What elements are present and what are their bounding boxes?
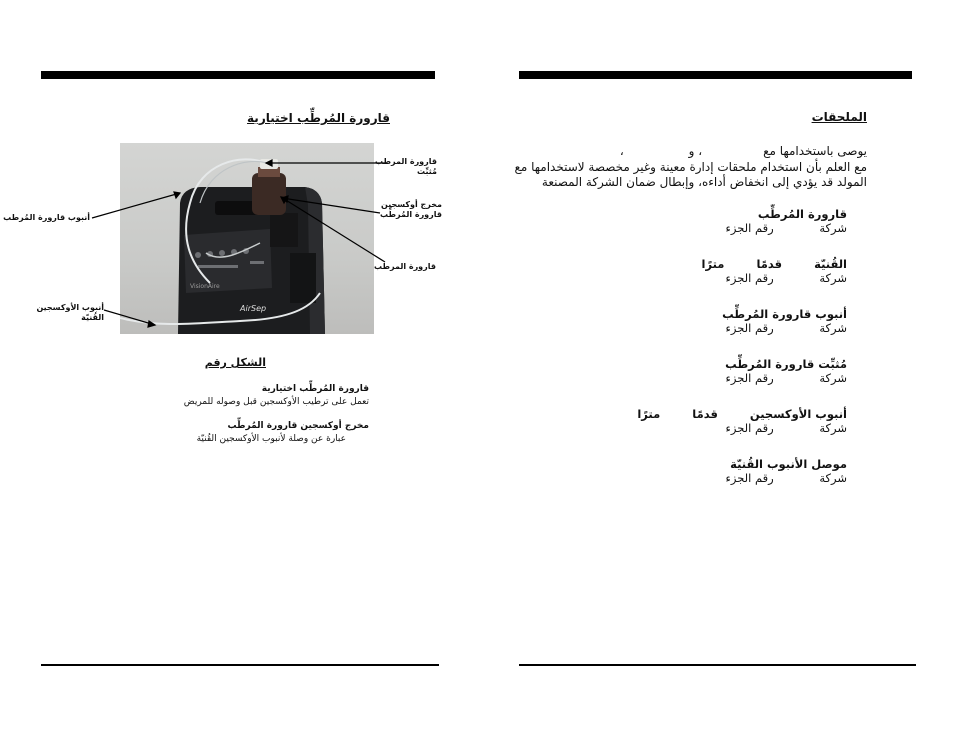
accessories-para-line-1: يوصى باستخدامها مع ، و ، [619, 144, 867, 158]
accessories-para-line-3: المولد قد يؤدي إلى انخفاض أداءه، وإبطال ضمان الشركة المصنعة [541, 175, 867, 189]
desc-1-title: قارورة المُرطِّب اختيارية [261, 384, 369, 394]
accessory-title: أنبوب الأوكسجين قدمًا مترًا [637, 407, 847, 421]
accessory-item [587, 307, 847, 335]
part-number-label: رقم الجزء [725, 471, 774, 485]
accessory-item [587, 207, 847, 235]
part-number-label: رقم الجزء [725, 421, 774, 435]
company-label: شركة [819, 221, 847, 235]
svg-text:VisionAire: VisionAire [190, 283, 220, 290]
accessory-item [587, 257, 847, 285]
desc-1-text: تعمل على ترطيب الأوكسجين قبل وصوله للمريض [183, 397, 369, 407]
label-oxygen-outlet: مخرج أوكسجين قارورة المُرطِّب [379, 200, 442, 219]
desc-2-title: مخرج أوكسجين قارورة المُرطِّب [227, 421, 369, 431]
label-humidifier-bottle: قارورة المرطب [373, 262, 436, 271]
part-number-label: رقم الجزء [725, 371, 774, 385]
accessory-meta [587, 471, 847, 485]
accessory-meta [587, 321, 847, 335]
svg-text:AirSep: AirSep [240, 304, 267, 313]
company-label: شركة [819, 371, 847, 385]
figure-caption: الشكل رقم [204, 356, 266, 369]
part-number-label: رقم الجزء [725, 271, 774, 285]
accessory-item [587, 357, 847, 385]
accessory-meta [587, 421, 847, 435]
part-number-label: رقم الجزء [725, 321, 774, 335]
accessory-meta [587, 221, 847, 235]
accessory-item [587, 407, 847, 435]
accessory-title: أنبوب قارورة المُرطِّب [722, 307, 847, 321]
accessory-item [587, 457, 847, 485]
label-humidifier-tube: أنبوب قارورة المُرطب [3, 213, 90, 222]
label-cannula-oxygen-tube: أنبوب الأوكسجين القُنيّة [36, 303, 104, 322]
accessory-title: قارورة المُرطِّب [757, 207, 847, 221]
company-label: شركة [819, 471, 847, 485]
desc-2-text: عبارة عن وصلة لأنبوب الأوكسجين القُنيّة [196, 434, 346, 444]
accessory-meta [587, 271, 847, 285]
company-label: شركة [819, 321, 847, 335]
company-label: شركة [819, 421, 847, 435]
accessory-title: القُنيّة قدمًا مترًا [701, 257, 847, 271]
accessories-para-line-2: مع العلم بأن استخدام ملحقات إدارة معينة وغير مخصصة لاستخدامها مع [514, 160, 867, 174]
label-humidifier-bottle-holder: قارورة المرطب مُثبِّت [374, 157, 437, 176]
company-label: شركة [819, 271, 847, 285]
accessory-title: موصل الأنبوب القُنيّة [730, 457, 847, 471]
accessory-meta [587, 371, 847, 385]
accessories-heading: الملحقات [811, 110, 867, 124]
part-number-label: رقم الجزء [725, 221, 774, 235]
left-section-title: قارورة المُرطِّب اختيارية [247, 111, 390, 125]
accessory-title: مُثبِّت قارورة المُرطِّب [725, 357, 847, 371]
